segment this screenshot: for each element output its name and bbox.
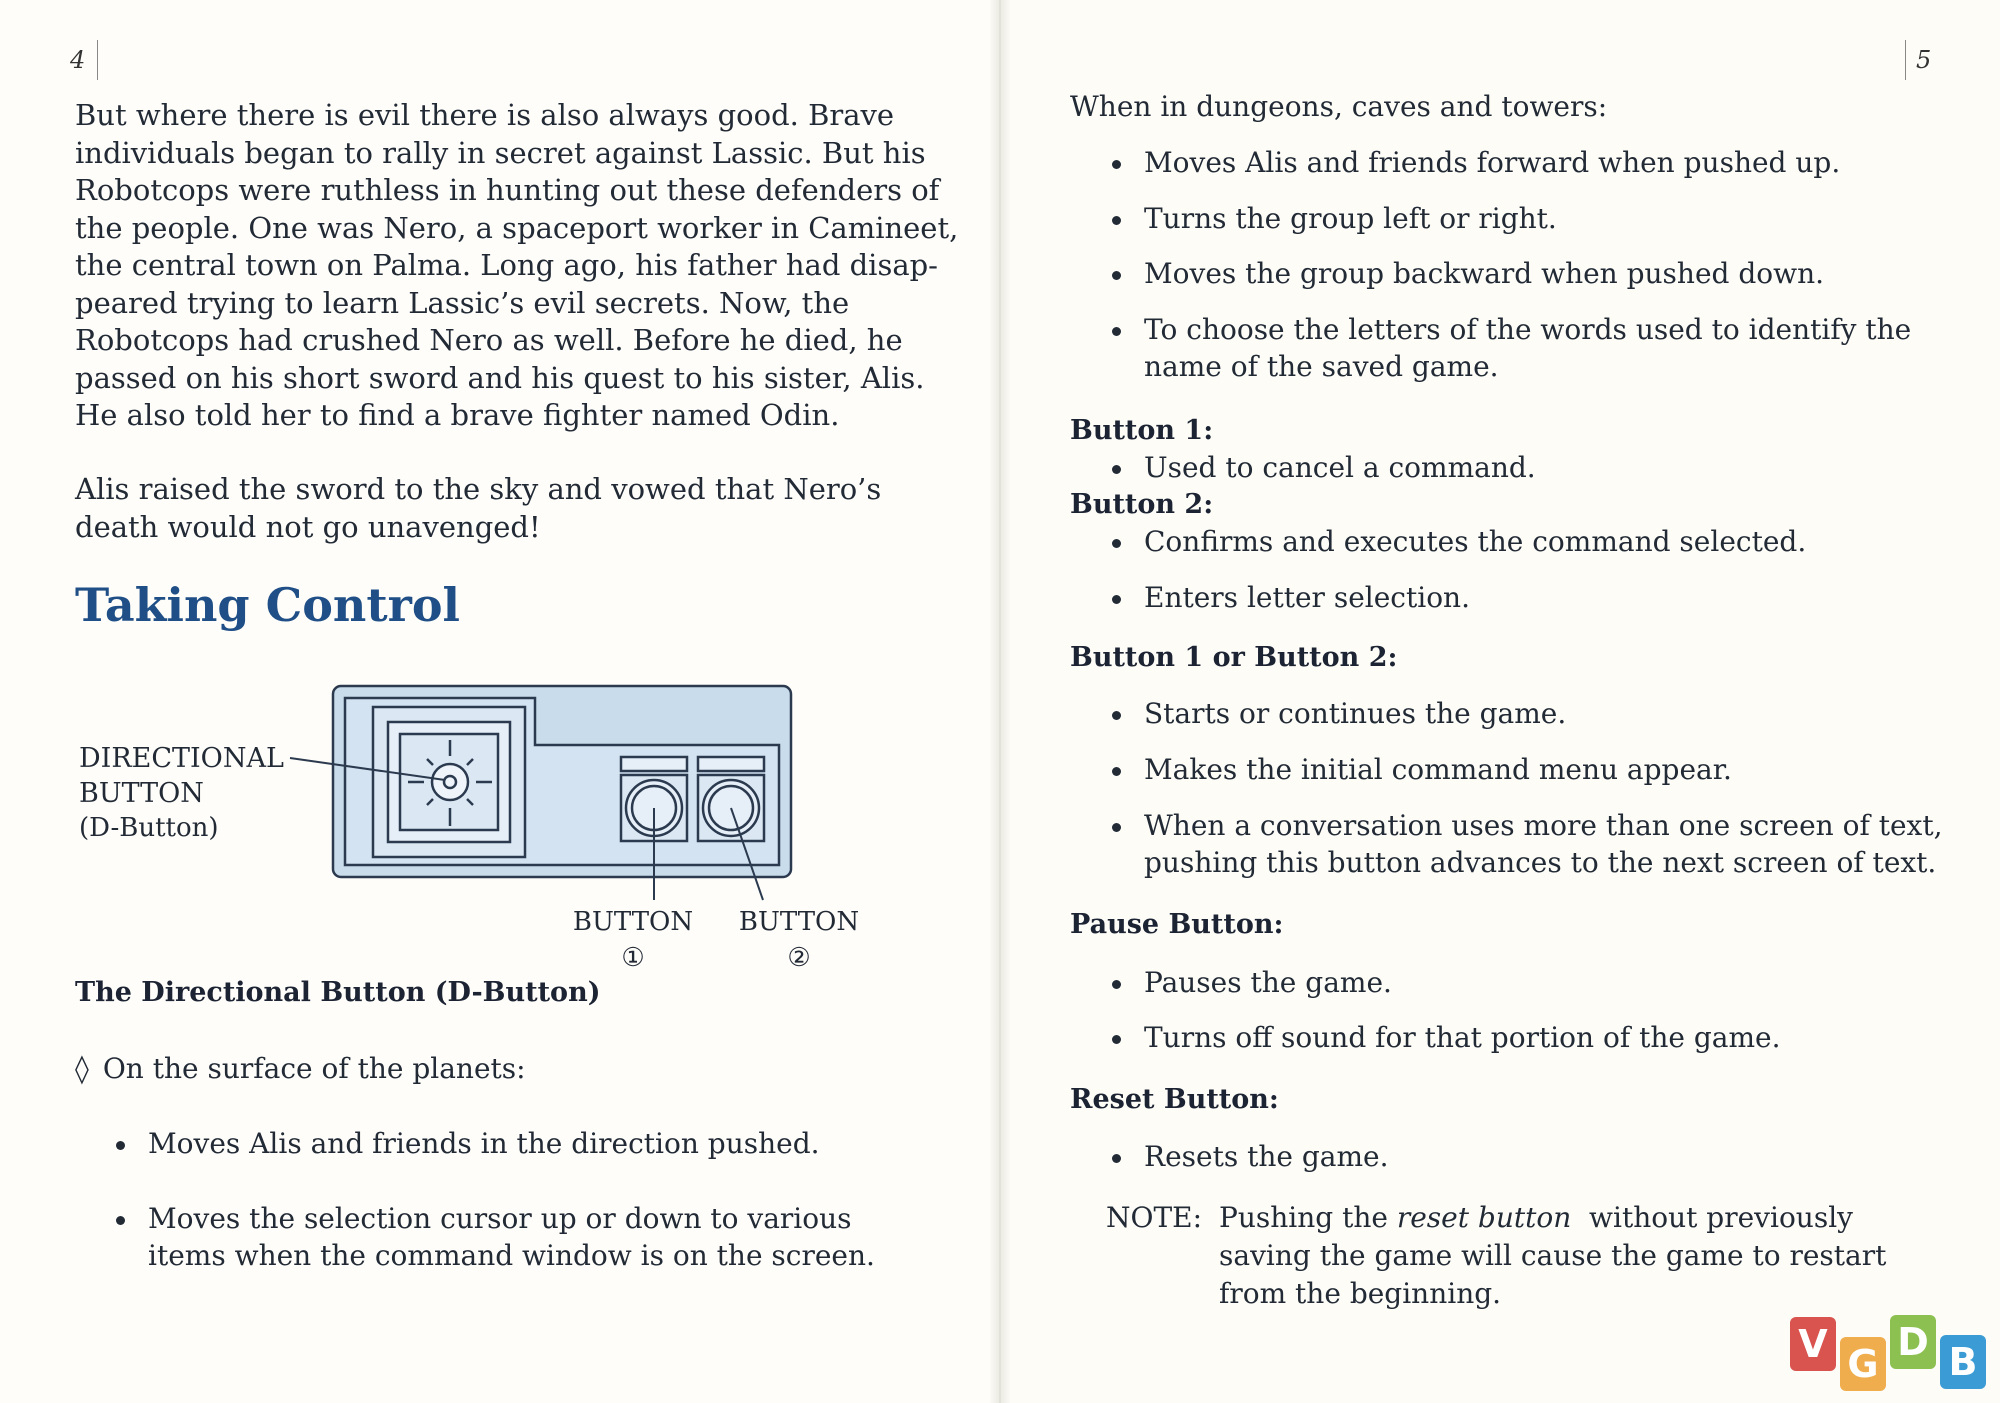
bullet-icon <box>1112 271 1121 280</box>
bullet-text: Moves Alis and friends forward when pushed up. <box>1144 146 1841 179</box>
intro-line: He also told her to find a brave fighter named Odin. <box>75 398 840 432</box>
note-line <box>1219 1199 1853 1237</box>
bullet-text: Used to cancel a command. <box>1144 451 1536 484</box>
bullet-text: Turns the group left or right. <box>1144 202 1557 235</box>
vow-line: Alis raised the sword to the sky and vowed that Nero’s <box>75 472 882 506</box>
logo-letter: D <box>1890 1315 1936 1369</box>
bullet-icon <box>1112 1154 1121 1163</box>
note-italic-text: reset button <box>1396 1201 1572 1234</box>
intro-line: individuals began to rally in secret against Lassic. But his <box>75 135 926 170</box>
button1-heading: Button 1: <box>1070 415 1214 446</box>
vow-line: death would not go unavenged! <box>75 509 541 544</box>
button1-label <box>568 904 698 976</box>
note-text: without previously <box>1571 1201 1853 1234</box>
intro-line: the people. One was Nero, a spaceport worker in Camineet, <box>75 210 959 245</box>
bullet-text: Pauses the game. <box>1144 966 1392 999</box>
logo-letter: B <box>1940 1335 1986 1389</box>
bullet-icon <box>1112 711 1121 720</box>
list-item <box>1108 964 1392 1001</box>
list-item <box>1108 695 1566 732</box>
bullet-icon <box>1112 465 1121 474</box>
list-item <box>112 1200 875 1274</box>
bullet-text: items when the command window is on the screen. <box>148 1239 875 1272</box>
reset-heading: Reset Button: <box>1070 1084 1279 1115</box>
controller-diagram <box>0 0 1000 1000</box>
list-item <box>1108 1019 1780 1056</box>
bullet-text: pushing this button advances to the next screen of text. <box>1144 846 1937 879</box>
list-item <box>1108 579 1470 616</box>
logo-letter: G <box>1840 1337 1886 1391</box>
bullet-text: Resets the game. <box>1144 1140 1389 1173</box>
bullet-text: name of the saved game. <box>1144 350 1499 383</box>
button2-label-text: BUTTON <box>738 907 860 937</box>
bullet-text: Confirms and executes the command selected. <box>1144 525 1807 558</box>
intro-line: the central town on Palma. Long ago, his father had disap- <box>75 248 938 282</box>
bullet-text: Moves the group backward when pushed down. <box>1144 257 1825 290</box>
page-number-left: 4 <box>70 40 98 80</box>
note-line: saving the game will cause the game to restart <box>1219 1239 1887 1272</box>
list-item <box>1108 807 1943 881</box>
bullet-text: Enters letter selection. <box>1144 581 1470 614</box>
bullet-text: Moves the selection cursor up or down to various <box>148 1202 852 1235</box>
button1-label-text: BUTTON <box>572 907 694 937</box>
dpad-center-outer <box>432 764 468 800</box>
dungeon-label: When in dungeons, caves and towers: <box>1070 90 1608 123</box>
diamond-icon: ◊ <box>75 1052 89 1085</box>
list-item <box>1108 255 1824 292</box>
bullet-text: Makes the initial command menu appear. <box>1144 753 1732 786</box>
button2-slot <box>698 757 764 771</box>
list-item <box>1108 751 1732 788</box>
list-item <box>1108 144 1840 181</box>
dpad-label-line: BUTTON <box>79 778 204 809</box>
bullet-icon <box>116 1216 125 1225</box>
button2-number: ② <box>787 943 811 973</box>
list-item <box>1108 311 1911 385</box>
note-line: from the beginning. <box>1219 1277 1502 1310</box>
list-item <box>1108 523 1806 560</box>
bullet-icon <box>1112 216 1121 225</box>
page-number-right: 5 <box>1905 40 1931 80</box>
bullet-icon <box>1112 160 1121 169</box>
pause-heading: Pause Button: <box>1070 909 1284 940</box>
intro-line: peared trying to learn Lassic’s evil secrets. Now, the <box>75 285 850 320</box>
note-text: Pushing the <box>1219 1201 1397 1234</box>
bullet-icon <box>116 1141 125 1150</box>
bullet-text: When a conversation uses more than one screen of text, <box>1144 809 1943 842</box>
bullet-icon <box>1112 767 1121 776</box>
bullet-icon <box>1112 539 1121 548</box>
bullet-icon <box>1112 327 1121 336</box>
bullet-text: Moves Alis and friends in the direction pushed. <box>148 1127 820 1160</box>
list-item <box>1108 449 1536 486</box>
button2-label <box>734 904 864 976</box>
button12-heading: Button 1 or Button 2: <box>1070 642 1398 673</box>
button1-slot <box>621 757 687 771</box>
intro-line: Robotcops were ruthless in hunting out these defenders of <box>75 173 940 207</box>
list-item <box>1108 1138 1389 1175</box>
dbutton-heading: The Directional Button (D-Button) <box>75 977 601 1008</box>
bullet-text: To choose the letters of the words used to identify the <box>1144 313 1912 346</box>
bullet-text: Starts or continues the game. <box>1144 697 1567 730</box>
logo-letter: V <box>1790 1317 1836 1371</box>
note-label: NOTE: <box>1106 1201 1203 1234</box>
intro-line: Robotcops had crushed Nero as well. Before he died, he <box>75 323 903 357</box>
surface-label <box>75 1050 526 1088</box>
button2-heading: Button 2: <box>1070 489 1214 520</box>
dpad-label-line: DIRECTIONAL <box>79 743 284 774</box>
intro-line: But where there is evil there is also always good. Brave <box>75 98 895 132</box>
bullet-icon <box>1112 595 1121 604</box>
section-heading: Taking Control <box>75 578 460 632</box>
list-item <box>112 1125 820 1162</box>
button1-number: ① <box>621 943 645 973</box>
bullet-icon <box>1112 1035 1121 1044</box>
list-item <box>1108 200 1557 237</box>
bullet-icon <box>1112 823 1121 832</box>
intro-line: passed on his short sword and his quest to his sister, Alis. <box>75 360 925 395</box>
vgdb-logo <box>1790 1315 1990 1395</box>
bullet-text: Turns off sound for that portion of the game. <box>1144 1021 1781 1054</box>
surface-label-text: On the surface of the planets: <box>102 1052 526 1085</box>
dpad-label-line: (D-Button) <box>79 813 219 843</box>
bullet-icon <box>1112 980 1121 989</box>
